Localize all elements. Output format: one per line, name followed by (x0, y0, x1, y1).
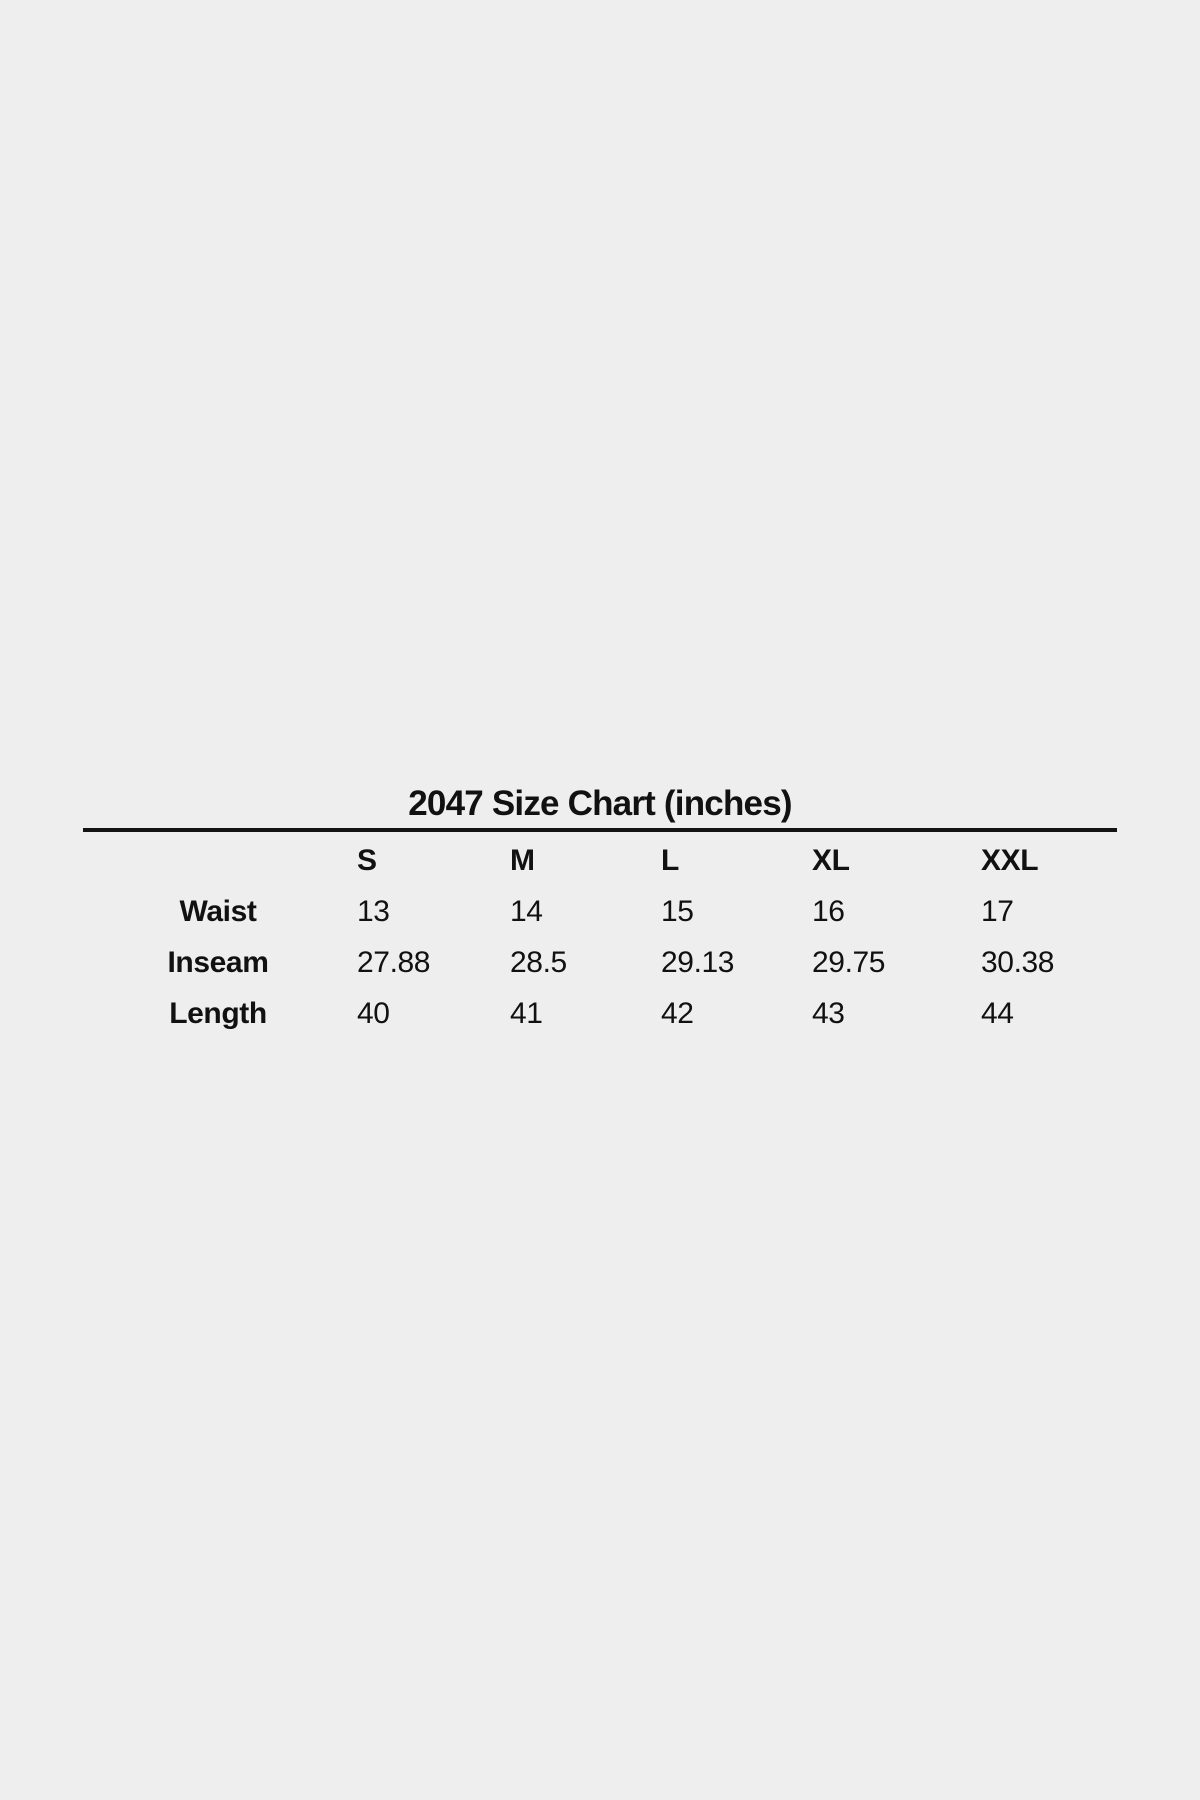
inseam-value-s: 27.88 (357, 945, 431, 979)
length-value-l: 42 (661, 996, 694, 1030)
length-value-s: 40 (357, 996, 390, 1030)
header-size-xl: XL (812, 844, 850, 877)
inseam-value-xxl: 30.38 (981, 945, 1055, 979)
header-size-l: L (661, 844, 679, 877)
table-row-waist (83, 886, 1117, 937)
length-value-xxl: 44 (981, 996, 1014, 1030)
inseam-value-m: 28.5 (510, 945, 567, 979)
header-measurement-blank (83, 836, 353, 886)
length-value-m: 41 (510, 996, 543, 1030)
header-size-s: S (357, 844, 377, 877)
waist-value-s: 13 (357, 894, 390, 928)
waist-value-l: 15 (661, 894, 694, 928)
waist-value-xxl: 17 (981, 894, 1014, 928)
table-row-length (83, 988, 1117, 1039)
header-size-xxl: XXL (981, 844, 1039, 877)
row-label-waist: Waist (179, 894, 257, 928)
length-value-xl: 43 (812, 996, 845, 1030)
waist-value-xl: 16 (812, 894, 845, 928)
table-row-inseam (83, 937, 1117, 988)
title-divider-rule (83, 828, 1117, 832)
header-size-m: M (510, 844, 535, 877)
row-label-inseam: Inseam (167, 945, 269, 979)
chart-title: 2047 Size Chart (inches) (408, 784, 792, 823)
inseam-value-l: 29.13 (661, 945, 735, 979)
header-row (83, 836, 1117, 886)
waist-value-m: 14 (510, 894, 543, 928)
inseam-value-xl: 29.75 (812, 945, 886, 979)
size-table (83, 836, 1117, 1039)
row-label-length: Length (169, 996, 267, 1030)
